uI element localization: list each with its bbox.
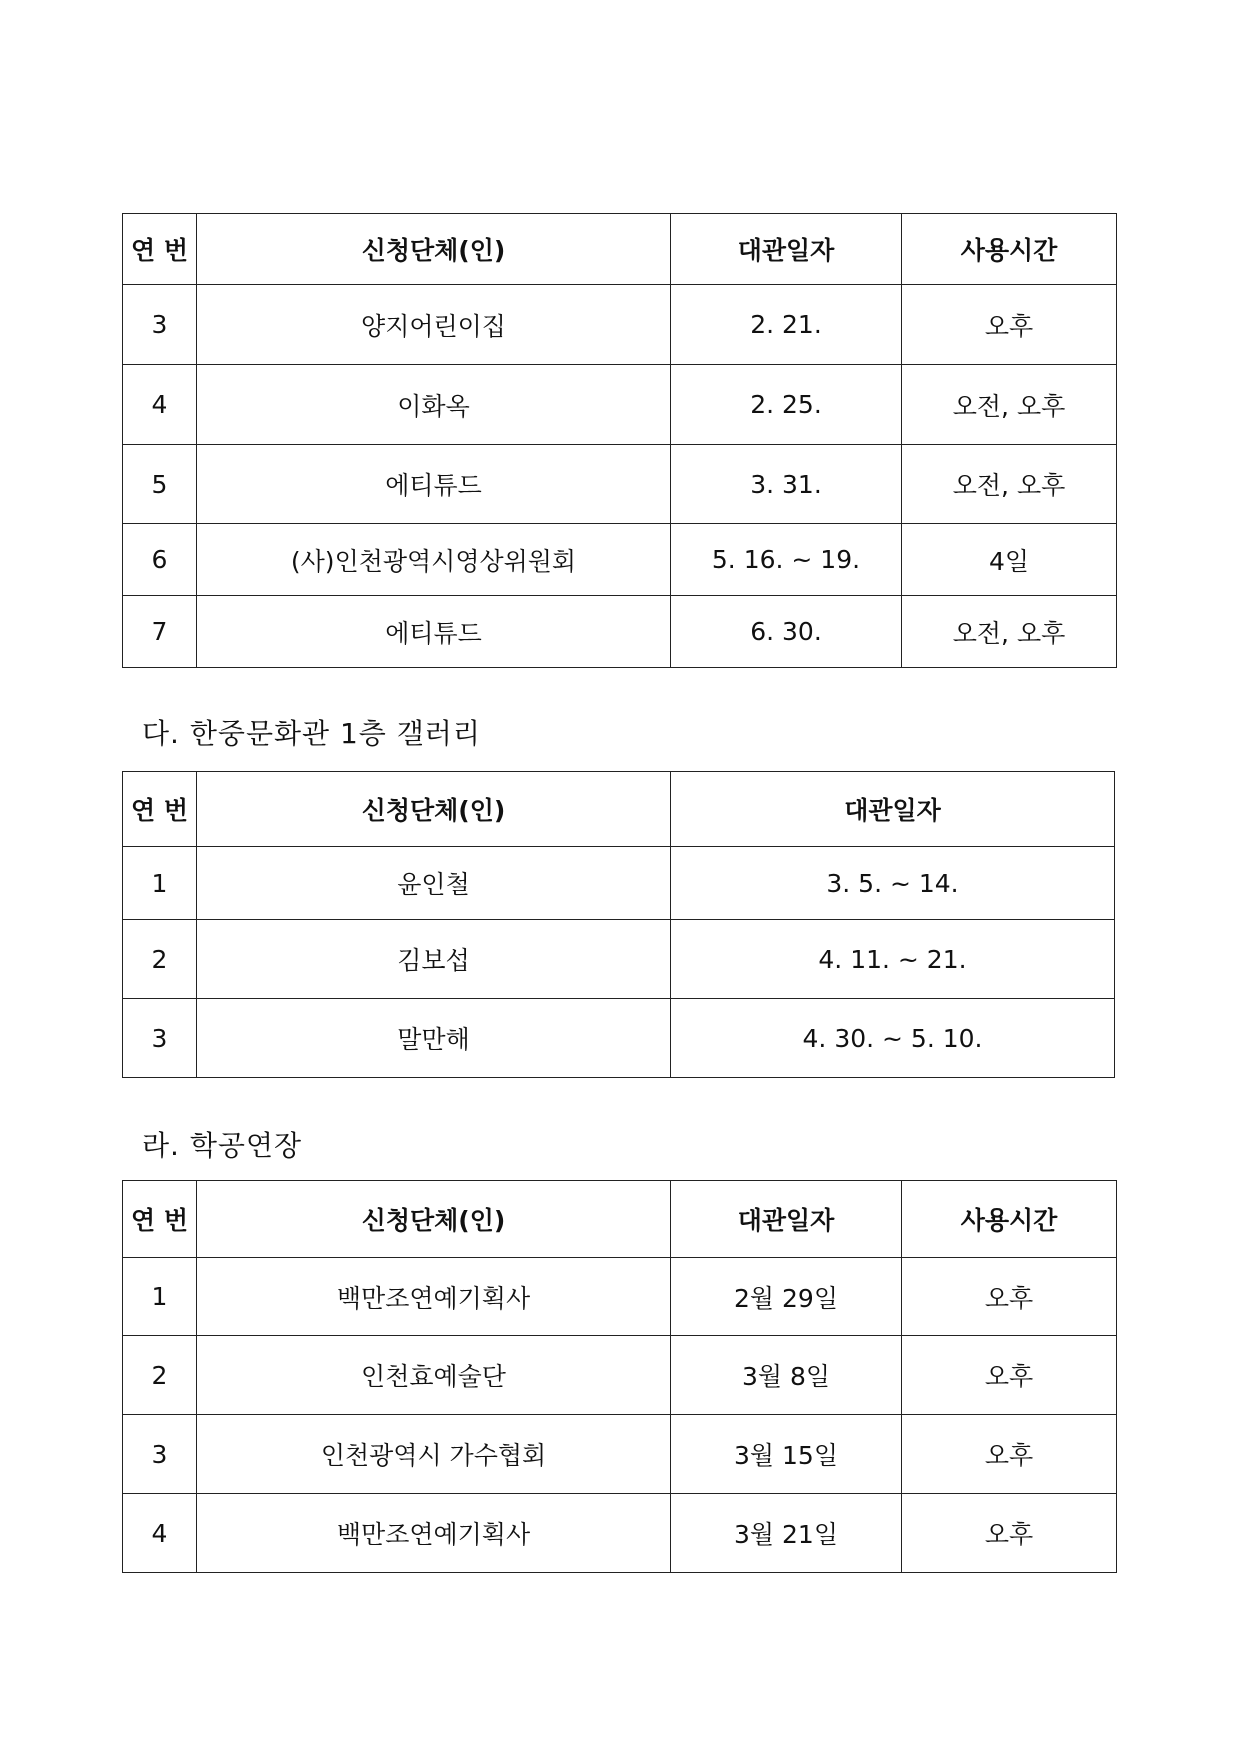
header-applicant: 신청단체(인): [197, 214, 671, 285]
table-row: [123, 365, 1117, 445]
table-row: [123, 999, 1115, 1078]
cell-usage-time: 오후: [902, 1336, 1117, 1415]
cell-usage-time: 오후: [902, 285, 1117, 365]
cell-usage-time: 오후: [902, 1494, 1117, 1573]
cell-usage-time: 오전, 오후: [902, 365, 1117, 445]
cell-rental-date: 2월 29일: [671, 1258, 902, 1336]
cell-serial: 1: [123, 847, 197, 920]
cell-applicant: 이화옥: [197, 365, 671, 445]
table-row: [123, 920, 1115, 999]
cell-applicant: 에티튜드: [197, 596, 671, 668]
cell-applicant: 말만해: [197, 999, 671, 1078]
cell-serial: 5: [123, 445, 197, 524]
cell-applicant: 양지어린이집: [197, 285, 671, 365]
cell-applicant: 인천효예술단: [197, 1336, 671, 1415]
cell-serial: 2: [123, 920, 197, 999]
table-row: [123, 847, 1115, 920]
header-rental-date: 대관일자: [671, 1181, 902, 1258]
rental-table-performance-hall: [122, 1180, 1117, 1573]
cell-rental-date: 3. 31.: [671, 445, 902, 524]
rental-table-gallery: [122, 771, 1115, 1078]
cell-serial: 4: [123, 1494, 197, 1573]
table-header-row: [123, 1181, 1117, 1258]
cell-rental-date: 5. 16. ~ 19.: [671, 524, 902, 596]
cell-usage-time: 오후: [902, 1415, 1117, 1494]
cell-rental-date: 4. 30. ~ 5. 10.: [671, 999, 1115, 1078]
cell-serial: 3: [123, 285, 197, 365]
table-row: [123, 1336, 1117, 1415]
cell-serial: 3: [123, 999, 197, 1078]
cell-serial: 6: [123, 524, 197, 596]
cell-usage-time: 오후: [902, 1258, 1117, 1336]
header-applicant: 신청단체(인): [197, 772, 671, 847]
cell-rental-date: 6. 30.: [671, 596, 902, 668]
cell-applicant: (사)인천광역시영상위원회: [197, 524, 671, 596]
cell-applicant: 백만조연예기획사: [197, 1258, 671, 1336]
header-serial: 연 번: [123, 214, 197, 285]
header-usage-time: 사용시간: [902, 1181, 1117, 1258]
cell-rental-date: 3월 8일: [671, 1336, 902, 1415]
cell-serial: 4: [123, 365, 197, 445]
table-row: [123, 524, 1117, 596]
cell-serial: 7: [123, 596, 197, 668]
header-rental-date: 대관일자: [671, 772, 1115, 847]
table-header-row: [123, 772, 1115, 847]
cell-applicant: 김보섭: [197, 920, 671, 999]
header-serial: 연 번: [123, 772, 197, 847]
section-heading-performance-hall: 라. 학공연장: [142, 1129, 303, 1162]
cell-usage-time: 4일: [902, 524, 1117, 596]
section-heading-gallery: 다. 한중문화관 1층 갤러리: [142, 717, 481, 750]
cell-rental-date: 2. 25.: [671, 365, 902, 445]
table-row: [123, 596, 1117, 668]
header-rental-date: 대관일자: [671, 214, 902, 285]
table-row: [123, 1415, 1117, 1494]
cell-usage-time: 오전, 오후: [902, 445, 1117, 524]
rental-table-1: [122, 213, 1117, 668]
header-usage-time: 사용시간: [902, 214, 1117, 285]
cell-applicant: 백만조연예기획사: [197, 1494, 671, 1573]
cell-applicant: 에티튜드: [197, 445, 671, 524]
table-row: [123, 1258, 1117, 1336]
table-row: [123, 445, 1117, 524]
cell-rental-date: 2. 21.: [671, 285, 902, 365]
header-applicant: 신청단체(인): [197, 1181, 671, 1258]
table-header-row: [123, 214, 1117, 285]
cell-rental-date: 3월 21일: [671, 1494, 902, 1573]
header-serial: 연 번: [123, 1181, 197, 1258]
cell-serial: 1: [123, 1258, 197, 1336]
cell-applicant: 윤인철: [197, 847, 671, 920]
table-row: [123, 1494, 1117, 1573]
table-row: [123, 285, 1117, 365]
cell-serial: 2: [123, 1336, 197, 1415]
cell-serial: 3: [123, 1415, 197, 1494]
cell-usage-time: 오전, 오후: [902, 596, 1117, 668]
cell-applicant: 인천광역시 가수협회: [197, 1415, 671, 1494]
cell-rental-date: 3. 5. ~ 14.: [671, 847, 1115, 920]
cell-rental-date: 3월 15일: [671, 1415, 902, 1494]
cell-rental-date: 4. 11. ~ 21.: [671, 920, 1115, 999]
